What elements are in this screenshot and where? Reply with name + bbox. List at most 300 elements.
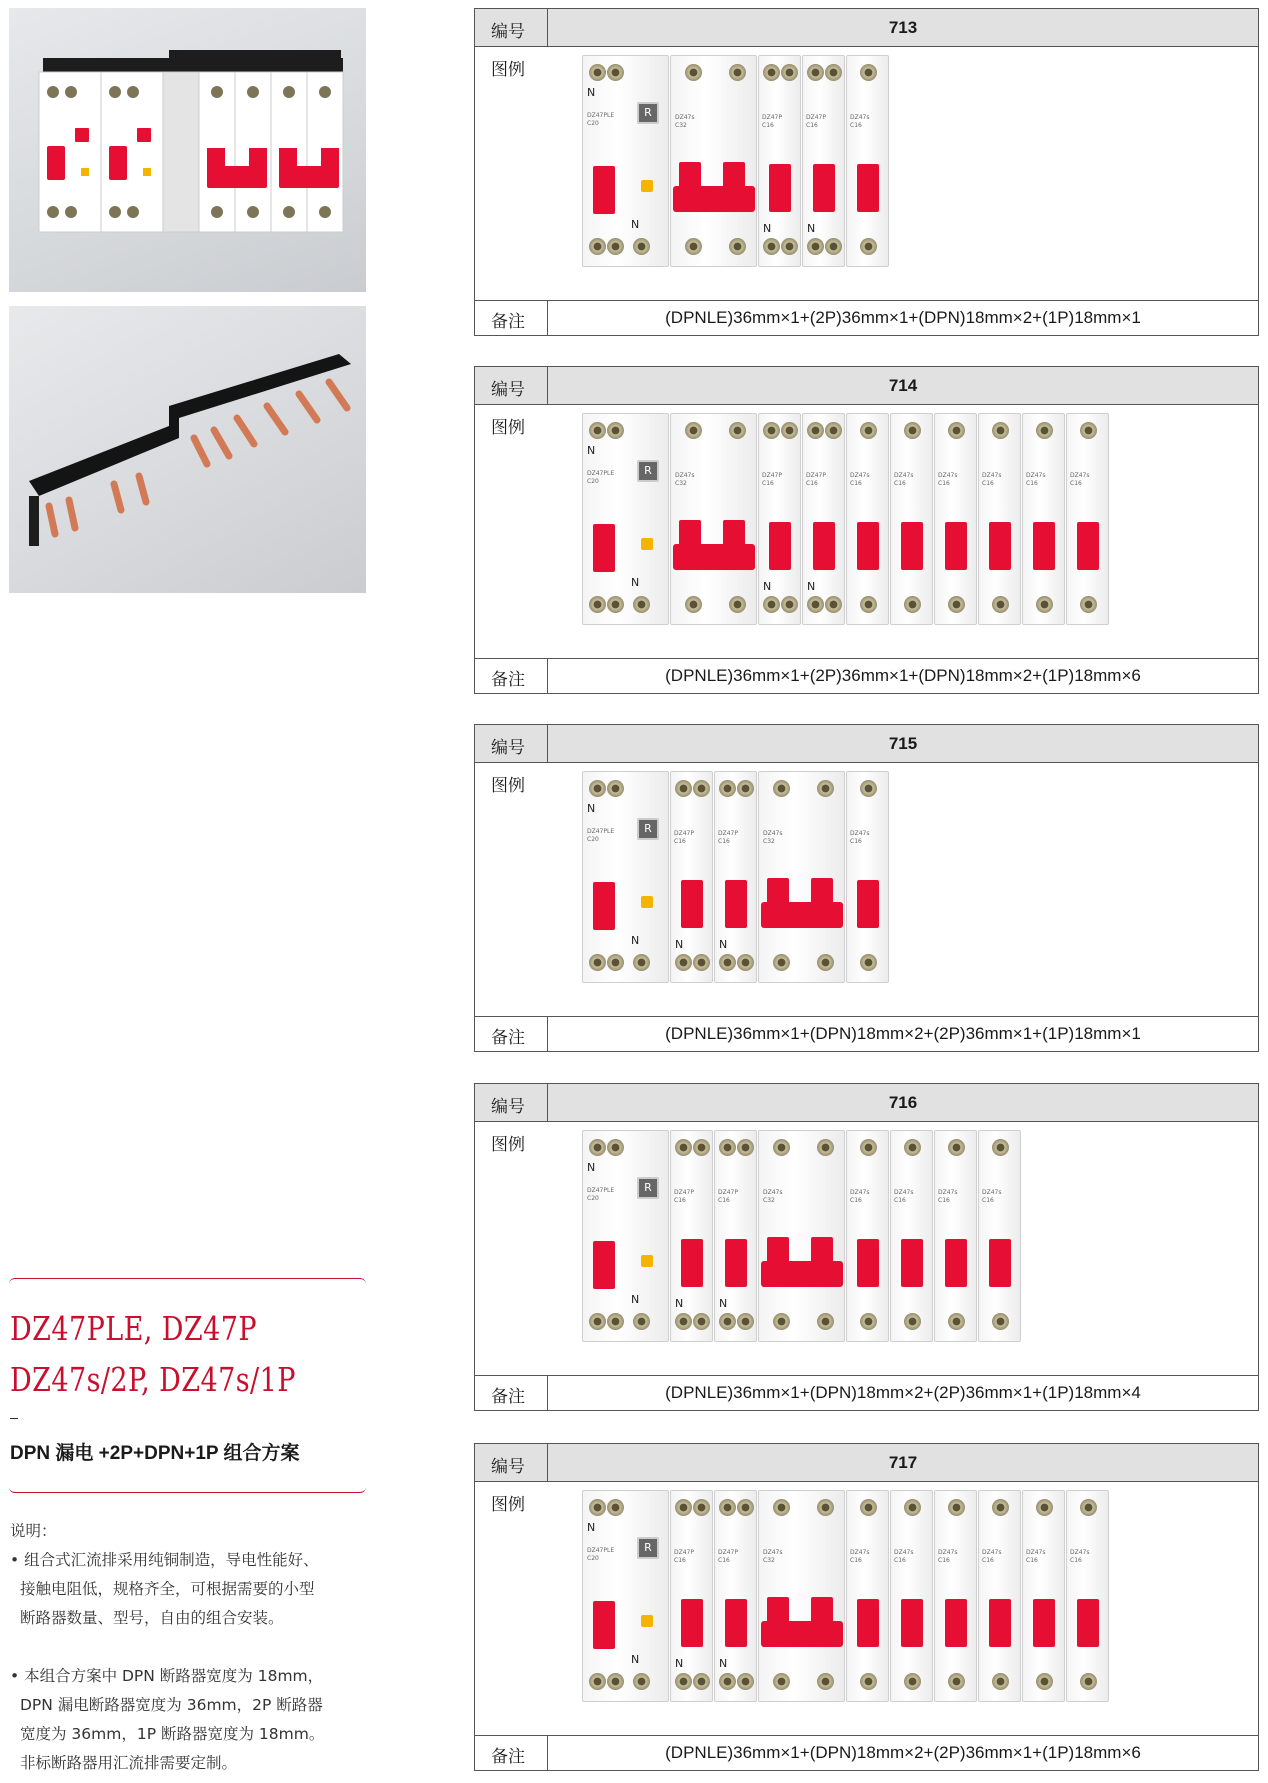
terminal-screw-icon bbox=[607, 954, 624, 971]
terminal-screw-icon bbox=[737, 1673, 754, 1690]
terminal-screw-icon bbox=[860, 780, 877, 797]
terminal-screw-icon bbox=[729, 64, 746, 81]
terminal-screw-icon bbox=[992, 1673, 1009, 1690]
handle-toggle bbox=[769, 522, 791, 570]
busbar-assembly-illustration bbox=[9, 8, 366, 292]
terminal-screw-icon bbox=[607, 596, 624, 613]
code-label: 编号 bbox=[491, 22, 525, 42]
terminal-screw-icon bbox=[948, 1673, 965, 1690]
handle-toggle bbox=[593, 1601, 615, 1649]
code-label: 编号 bbox=[491, 1097, 525, 1117]
rating-text: C20 bbox=[587, 836, 599, 843]
scheme-code: 717 bbox=[548, 1444, 1258, 1481]
terminal-screw-icon bbox=[825, 422, 842, 439]
terminal-screw-icon bbox=[1036, 1673, 1053, 1690]
scheme-remark: (DPNLE)36mm×1+(DPN)18mm×2+(2P)36mm×1+(1P)18mm×1 bbox=[665, 1024, 1141, 1043]
handle-tie-bar bbox=[761, 1261, 843, 1287]
model-text: DZ47s bbox=[938, 472, 958, 479]
breaker-module-2p bbox=[758, 771, 845, 983]
handle-toggle bbox=[593, 166, 615, 214]
notes-line: 宽度为 36mm，1P 断路器宽度为 18mm。 bbox=[20, 1725, 325, 1743]
breaker-module-1p bbox=[846, 413, 889, 625]
terminal-screw-icon bbox=[860, 1313, 877, 1330]
terminal-screw-icon bbox=[904, 596, 921, 613]
handle-toggle bbox=[1033, 522, 1055, 570]
breaker-figure bbox=[582, 1130, 1242, 1342]
handle-toggle bbox=[1077, 1599, 1099, 1647]
terminal-screw-icon bbox=[773, 1139, 790, 1156]
handle-toggle bbox=[945, 522, 967, 570]
notes-line: 非标断路器用汇流排需要定制。 bbox=[20, 1754, 238, 1772]
terminal-screw-icon bbox=[729, 422, 746, 439]
terminal-screw-icon bbox=[904, 422, 921, 439]
handle-toggle bbox=[857, 880, 879, 928]
breaker-module-ledp bbox=[582, 1490, 669, 1702]
handle-toggle bbox=[1033, 1599, 1055, 1647]
model-text: DZ47PLE bbox=[587, 1187, 615, 1194]
terminal-screw-icon bbox=[675, 1139, 692, 1156]
test-window-icon: R bbox=[637, 460, 659, 482]
terminal-screw-icon bbox=[948, 596, 965, 613]
rating-text: C16 bbox=[850, 1197, 862, 1204]
terminal-screw-icon bbox=[817, 1313, 834, 1330]
terminal-screw-icon bbox=[633, 954, 650, 971]
rating-text: C32 bbox=[763, 1197, 775, 1204]
scheme-table-717 bbox=[474, 1443, 1259, 1771]
terminal-screw-icon bbox=[675, 1673, 692, 1690]
model-text: DZ47s bbox=[850, 114, 870, 121]
model-text: DZ47s bbox=[982, 472, 1002, 479]
terminal-screw-icon bbox=[693, 780, 710, 797]
rating-text: C16 bbox=[806, 122, 818, 129]
rating-text: C16 bbox=[674, 1557, 686, 1564]
model-text: DZ47P bbox=[674, 1549, 694, 1556]
rating-text: C16 bbox=[718, 1197, 730, 1204]
neutral-label: N bbox=[719, 938, 728, 951]
breaker-module-ledp bbox=[582, 413, 669, 625]
rating-text: C16 bbox=[850, 838, 862, 845]
breaker-module-1p bbox=[1066, 1490, 1109, 1702]
remark-row bbox=[475, 1375, 1258, 1410]
remark-row bbox=[475, 300, 1258, 335]
rating-text: C16 bbox=[762, 122, 774, 129]
code-label: 编号 bbox=[491, 1457, 525, 1477]
test-window-icon: R bbox=[637, 1177, 659, 1199]
breaker-figure bbox=[582, 55, 1242, 267]
terminal-screw-icon bbox=[633, 1313, 650, 1330]
handle-toggle bbox=[769, 164, 791, 212]
handle-toggle bbox=[681, 1599, 703, 1647]
terminal-screw-icon bbox=[737, 1499, 754, 1516]
terminal-screw-icon bbox=[607, 780, 624, 797]
title-dash-divider bbox=[10, 1418, 18, 1419]
terminal-screw-icon bbox=[817, 1139, 834, 1156]
terminal-screw-icon bbox=[1036, 596, 1053, 613]
terminal-screw-icon bbox=[589, 596, 606, 613]
model-text: DZ47s bbox=[982, 1189, 1002, 1196]
handle-toggle bbox=[857, 522, 879, 570]
terminal-screw-icon bbox=[763, 238, 780, 255]
breaker-module-dpn bbox=[714, 1490, 757, 1702]
handle-toggle bbox=[901, 1239, 923, 1287]
breaker-module-1p bbox=[934, 1490, 977, 1702]
terminal-screw-icon bbox=[607, 1499, 624, 1516]
neutral-label: N bbox=[587, 86, 596, 99]
rating-text: C16 bbox=[674, 1197, 686, 1204]
breaker-module-2p bbox=[758, 1130, 845, 1342]
terminal-screw-icon bbox=[904, 1313, 921, 1330]
terminal-screw-icon bbox=[719, 780, 736, 797]
terminal-screw-icon bbox=[763, 596, 780, 613]
model-text: DZ47P bbox=[806, 472, 826, 479]
breaker-module-dpn bbox=[670, 1490, 713, 1702]
rating-text: C16 bbox=[850, 122, 862, 129]
model-text: DZ47P bbox=[806, 114, 826, 121]
rating-text: C16 bbox=[718, 1557, 730, 1564]
rating-text: C16 bbox=[806, 480, 818, 487]
terminal-screw-icon bbox=[1080, 1499, 1097, 1516]
terminal-screw-icon bbox=[948, 1499, 965, 1516]
breaker-module-2p bbox=[670, 413, 757, 625]
neutral-label: N bbox=[587, 444, 596, 457]
handle-toggle bbox=[945, 1599, 967, 1647]
model-text: DZ47PLE bbox=[587, 470, 615, 477]
handle-toggle bbox=[681, 1239, 703, 1287]
notes-line: 断路器数量、型号，自由的组合安装。 bbox=[20, 1609, 284, 1627]
figure-label: 图例 bbox=[491, 60, 525, 80]
remark-row bbox=[475, 1016, 1258, 1051]
scheme-table-714 bbox=[474, 366, 1259, 694]
model-text: DZ47P bbox=[718, 1189, 738, 1196]
notes-section bbox=[10, 1517, 366, 1778]
scheme-code: 715 bbox=[548, 725, 1258, 762]
breaker-figure bbox=[582, 413, 1242, 625]
scheme-remark: (DPNLE)36mm×1+(2P)36mm×1+(DPN)18mm×2+(1P)18mm×6 bbox=[665, 666, 1141, 685]
handle-toggle bbox=[989, 1599, 1011, 1647]
neutral-label: N bbox=[631, 218, 640, 231]
notes-line: 接触电阻低，规格齐全，可根据需要的小型 bbox=[20, 1580, 315, 1598]
model-text: DZ47s bbox=[894, 1189, 914, 1196]
neutral-label: N bbox=[719, 1297, 728, 1310]
scheme-remark: (DPNLE)36mm×1+(DPN)18mm×2+(2P)36mm×1+(1P)18mm×6 bbox=[665, 1743, 1141, 1762]
model-text: DZ47s bbox=[894, 1549, 914, 1556]
rating-text: C16 bbox=[938, 1557, 950, 1564]
terminal-screw-icon bbox=[860, 238, 877, 255]
rating-text: C16 bbox=[762, 480, 774, 487]
neutral-label: N bbox=[763, 580, 772, 593]
model-text: DZ47s bbox=[982, 1549, 1002, 1556]
terminal-screw-icon bbox=[781, 596, 798, 613]
terminal-screw-icon bbox=[860, 1673, 877, 1690]
terminal-screw-icon bbox=[781, 64, 798, 81]
breaker-module-dpn bbox=[670, 771, 713, 983]
neutral-label: N bbox=[675, 1657, 684, 1670]
breaker-module-dpn bbox=[714, 1130, 757, 1342]
figure-label: 图例 bbox=[491, 418, 525, 438]
copper-busbar-photo bbox=[9, 306, 366, 593]
model-text: DZ47P bbox=[718, 830, 738, 837]
rating-text: C16 bbox=[982, 1557, 994, 1564]
rating-text: C16 bbox=[894, 1557, 906, 1564]
breaker-module-1p bbox=[1022, 413, 1065, 625]
remark-row bbox=[475, 658, 1258, 693]
terminal-screw-icon bbox=[719, 1313, 736, 1330]
scheme-title: DPN 漏电 +2P+DPN+1P 组合方案 bbox=[10, 1443, 300, 1464]
neutral-label: N bbox=[587, 1521, 596, 1534]
terminal-screw-icon bbox=[607, 64, 624, 81]
model-text: DZ47s bbox=[675, 472, 695, 479]
rating-text: C16 bbox=[850, 480, 862, 487]
terminal-screw-icon bbox=[860, 422, 877, 439]
terminal-screw-icon bbox=[860, 596, 877, 613]
rating-text: C16 bbox=[894, 1197, 906, 1204]
terminal-screw-icon bbox=[992, 1499, 1009, 1516]
terminal-screw-icon bbox=[685, 422, 702, 439]
terminal-screw-icon bbox=[719, 1499, 736, 1516]
terminal-screw-icon bbox=[817, 780, 834, 797]
handle-toggle bbox=[857, 164, 879, 212]
notes-line: • 组合式汇流排采用纯铜制造，导电性能好、 bbox=[10, 1551, 319, 1569]
neutral-label: N bbox=[631, 1653, 640, 1666]
rating-text: C20 bbox=[587, 1195, 599, 1202]
model-text: DZ47PLE bbox=[587, 112, 615, 119]
rating-text: C16 bbox=[894, 480, 906, 487]
rating-text: C32 bbox=[763, 838, 775, 845]
test-button bbox=[641, 180, 653, 192]
rating-text: C16 bbox=[1070, 1557, 1082, 1564]
terminal-screw-icon bbox=[589, 64, 606, 81]
breaker-module-2p bbox=[758, 1490, 845, 1702]
rating-text: C16 bbox=[938, 480, 950, 487]
terminal-screw-icon bbox=[773, 1313, 790, 1330]
handle-toggle bbox=[725, 880, 747, 928]
rating-text: C16 bbox=[938, 1197, 950, 1204]
terminal-screw-icon bbox=[825, 64, 842, 81]
code-label: 编号 bbox=[491, 380, 525, 400]
neutral-label: N bbox=[675, 1297, 684, 1310]
terminal-screw-icon bbox=[719, 1673, 736, 1690]
busbar-assembly-photo bbox=[9, 8, 366, 292]
terminal-screw-icon bbox=[633, 1673, 650, 1690]
terminal-screw-icon bbox=[693, 1499, 710, 1516]
terminal-screw-icon bbox=[904, 1139, 921, 1156]
neutral-label: N bbox=[763, 222, 772, 235]
handle-toggle bbox=[725, 1599, 747, 1647]
model-text: DZ47s bbox=[675, 114, 695, 121]
model-text: DZ47s bbox=[1026, 472, 1046, 479]
terminal-screw-icon bbox=[685, 596, 702, 613]
test-window-icon: R bbox=[637, 1537, 659, 1559]
terminal-screw-icon bbox=[737, 780, 754, 797]
rating-text: C32 bbox=[675, 122, 687, 129]
breaker-module-ledp bbox=[582, 1130, 669, 1342]
breaker-module-1p bbox=[1066, 413, 1109, 625]
terminal-screw-icon bbox=[589, 1673, 606, 1690]
breaker-module-dpn bbox=[802, 55, 845, 267]
terminal-screw-icon bbox=[825, 238, 842, 255]
scheme-remark: (DPNLE)36mm×1+(DPN)18mm×2+(2P)36mm×1+(1P)18mm×4 bbox=[665, 1383, 1141, 1402]
terminal-screw-icon bbox=[729, 596, 746, 613]
model-text: DZ47PLE bbox=[587, 1547, 615, 1554]
terminal-screw-icon bbox=[773, 954, 790, 971]
terminal-screw-icon bbox=[1080, 596, 1097, 613]
test-button bbox=[641, 1615, 653, 1627]
terminal-screw-icon bbox=[719, 954, 736, 971]
terminal-screw-icon bbox=[693, 1313, 710, 1330]
model-text: DZ47P bbox=[674, 1189, 694, 1196]
handle-toggle bbox=[857, 1239, 879, 1287]
terminal-screw-icon bbox=[860, 1139, 877, 1156]
model-text: DZ47s bbox=[850, 472, 870, 479]
model-text: DZ47s bbox=[763, 830, 783, 837]
figure-label: 图例 bbox=[491, 1135, 525, 1155]
rating-text: C20 bbox=[587, 478, 599, 485]
rating-text: C16 bbox=[1070, 480, 1082, 487]
neutral-label: N bbox=[631, 934, 640, 947]
terminal-screw-icon bbox=[860, 954, 877, 971]
terminal-screw-icon bbox=[1036, 422, 1053, 439]
model-text: DZ47s bbox=[850, 830, 870, 837]
terminal-screw-icon bbox=[729, 238, 746, 255]
terminal-screw-icon bbox=[737, 1139, 754, 1156]
copper-busbar-illustration bbox=[9, 306, 366, 593]
neutral-label: N bbox=[807, 222, 816, 235]
terminal-screw-icon bbox=[589, 954, 606, 971]
terminal-screw-icon bbox=[825, 596, 842, 613]
model-text: DZ47P bbox=[762, 114, 782, 121]
breaker-module-ledp bbox=[582, 771, 669, 983]
terminal-screw-icon bbox=[737, 1313, 754, 1330]
model-text: DZ47s bbox=[850, 1549, 870, 1556]
neutral-label: N bbox=[587, 1161, 596, 1174]
model-text: DZ47s bbox=[938, 1549, 958, 1556]
model-text: DZ47P bbox=[674, 830, 694, 837]
terminal-screw-icon bbox=[781, 422, 798, 439]
rating-text: C20 bbox=[587, 120, 599, 127]
notes-line: DPN 漏电断路器宽度为 36mm，2P 断路器 bbox=[20, 1696, 323, 1714]
terminal-screw-icon bbox=[607, 1313, 624, 1330]
terminal-screw-icon bbox=[685, 238, 702, 255]
breaker-module-1p bbox=[934, 1130, 977, 1342]
handle-toggle bbox=[593, 882, 615, 930]
model-text: DZ47P bbox=[762, 472, 782, 479]
scheme-code: 716 bbox=[548, 1084, 1258, 1121]
terminal-screw-icon bbox=[737, 954, 754, 971]
terminal-screw-icon bbox=[607, 1139, 624, 1156]
breaker-module-1p bbox=[890, 1130, 933, 1342]
terminal-screw-icon bbox=[773, 1673, 790, 1690]
breaker-module-1p bbox=[846, 771, 889, 983]
handle-toggle bbox=[901, 1599, 923, 1647]
rating-text: C16 bbox=[982, 480, 994, 487]
terminal-screw-icon bbox=[948, 1139, 965, 1156]
breaker-figure bbox=[582, 1490, 1242, 1702]
terminal-screw-icon bbox=[817, 1673, 834, 1690]
product-model-title bbox=[10, 1303, 302, 1405]
handle-toggle bbox=[1077, 522, 1099, 570]
terminal-screw-icon bbox=[607, 422, 624, 439]
terminal-screw-icon bbox=[633, 238, 650, 255]
terminal-screw-icon bbox=[992, 596, 1009, 613]
neutral-label: N bbox=[719, 1657, 728, 1670]
neutral-label: N bbox=[631, 576, 640, 589]
terminal-screw-icon bbox=[693, 954, 710, 971]
handle-toggle bbox=[989, 522, 1011, 570]
remark-row bbox=[475, 1735, 1258, 1770]
model-text: DZ47PLE bbox=[587, 828, 615, 835]
scheme-code: 713 bbox=[548, 9, 1258, 46]
breaker-module-1p bbox=[846, 1130, 889, 1342]
terminal-screw-icon bbox=[589, 1313, 606, 1330]
rating-text: C16 bbox=[982, 1197, 994, 1204]
terminal-screw-icon bbox=[860, 1499, 877, 1516]
handle-toggle bbox=[945, 1239, 967, 1287]
breaker-module-dpn bbox=[758, 413, 801, 625]
figure-label: 图例 bbox=[491, 1495, 525, 1515]
terminal-screw-icon bbox=[773, 1499, 790, 1516]
handle-toggle bbox=[725, 1239, 747, 1287]
neutral-label: N bbox=[807, 580, 816, 593]
terminal-screw-icon bbox=[807, 64, 824, 81]
terminal-screw-icon bbox=[781, 238, 798, 255]
breaker-module-1p bbox=[846, 55, 889, 267]
handle-toggle bbox=[813, 164, 835, 212]
test-button bbox=[641, 896, 653, 908]
breaker-figure bbox=[582, 771, 1242, 983]
breaker-module-1p bbox=[978, 413, 1021, 625]
scheme-code: 714 bbox=[548, 367, 1258, 404]
breaker-module-2p bbox=[670, 55, 757, 267]
scheme-remark: (DPNLE)36mm×1+(2P)36mm×1+(DPN)18mm×2+(1P)18mm×1 bbox=[665, 308, 1141, 327]
neutral-label: N bbox=[631, 1293, 640, 1306]
terminal-screw-icon bbox=[693, 1673, 710, 1690]
terminal-screw-icon bbox=[675, 954, 692, 971]
terminal-screw-icon bbox=[675, 1499, 692, 1516]
terminal-screw-icon bbox=[675, 780, 692, 797]
handle-tie-bar bbox=[673, 544, 755, 570]
model-text: DZ47P bbox=[718, 1549, 738, 1556]
test-button bbox=[641, 538, 653, 550]
notes-line: • 本组合方案中 DPN 断路器宽度为 18mm， bbox=[10, 1667, 324, 1685]
terminal-screw-icon bbox=[633, 596, 650, 613]
breaker-module-1p bbox=[890, 1490, 933, 1702]
model-text: DZ47s bbox=[763, 1549, 783, 1556]
breaker-module-dpn bbox=[802, 413, 845, 625]
product-model-line-1: DZ47PLE, DZ47P bbox=[10, 1309, 257, 1348]
terminal-screw-icon bbox=[685, 64, 702, 81]
terminal-screw-icon bbox=[948, 422, 965, 439]
handle-toggle bbox=[593, 1241, 615, 1289]
handle-tie-bar bbox=[673, 186, 755, 212]
breaker-module-ledp bbox=[582, 55, 669, 267]
handle-toggle bbox=[989, 1239, 1011, 1287]
terminal-screw-icon bbox=[693, 1139, 710, 1156]
terminal-screw-icon bbox=[817, 1499, 834, 1516]
rating-text: C16 bbox=[674, 838, 686, 845]
handle-tie-bar bbox=[761, 902, 843, 928]
code-row bbox=[475, 1444, 1258, 1482]
product-model-line-2: DZ47s/2P, DZ47s/1P bbox=[10, 1360, 296, 1399]
model-text: DZ47s bbox=[894, 472, 914, 479]
terminal-screw-icon bbox=[589, 780, 606, 797]
handle-toggle bbox=[901, 522, 923, 570]
remark-label: 备注 bbox=[491, 1387, 525, 1407]
breaker-module-1p bbox=[890, 413, 933, 625]
terminal-screw-icon bbox=[675, 1313, 692, 1330]
terminal-screw-icon bbox=[1036, 1499, 1053, 1516]
terminal-screw-icon bbox=[807, 422, 824, 439]
terminal-screw-icon bbox=[1080, 1673, 1097, 1690]
